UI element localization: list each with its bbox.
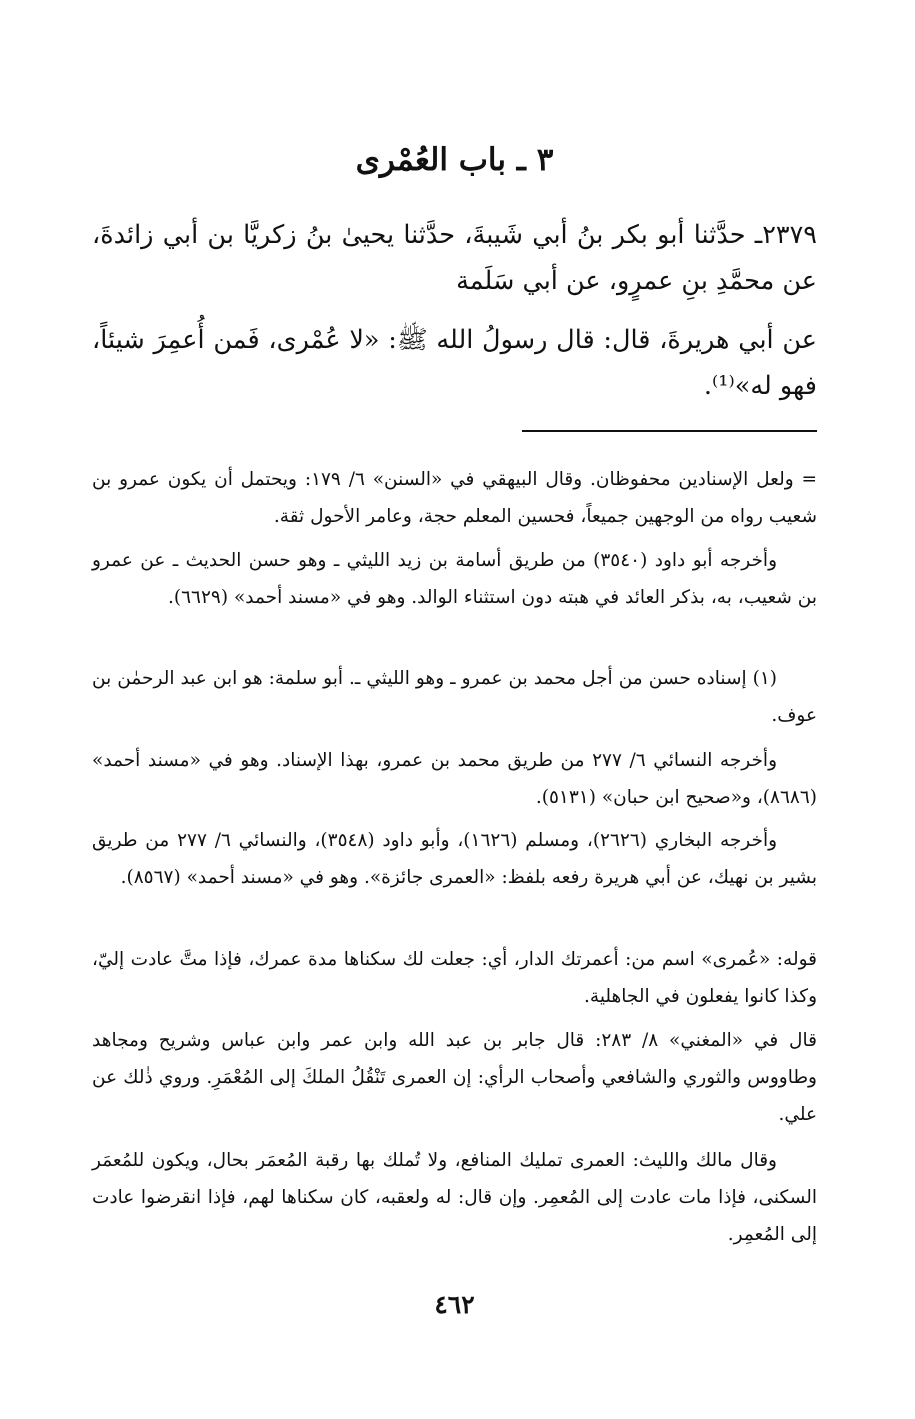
footnote-paragraph: وأخرجه النسائي ٦/ ٢٧٧ من طريق محمد بن عمرو، بهذا الإسناد. وهو في «مسند أحمد» (٨٦٨٦)، و«صحيح ابن حبان» (٥١٣١). [92,750,817,808]
book-page [92,0,817,1419]
footnote-separator [522,430,817,432]
footnote-continuation: = ولعل الإسنادين محفوظان. وقال البيهقي في «السنن» ٦/ ١٧٩: ويحتمل أن يكون عمرو بن شعيب رواه من الوجهين جميعاً، فحسين المعلم حجة، وعامر الأحول ثقة. [92,469,817,527]
footnote-paragraph: قوله: «عُمرى» اسم من: أعمرتك الدار، أي: جعلت لك سكناها مدة عمرك، فإذا متَّ عادت إليّ، وكذا كانوا يفعلون في الجاهلية. [92,949,817,1007]
page-number: ٤٦٢ [434,1290,475,1319]
footnote-1: (١) إسناده حسن من أجل محمد بن عمرو ـ وهو الليثي ـ. أبو سلمة: هو ابن عبد الرحمٰن بن عوف. [92,668,817,726]
footnote-paragraph: وأخرجه البخاري (٢٦٢٦)، ومسلم (١٦٢٦)، وأبو داود (٣٥٤٨)، والنسائي ٦/ ٢٧٧ من طريق بشير بن نهيك، عن أبي هريرة رفعه بلفظ: «العمرى جائزة». وهو في «مسند أحمد» (٨٥٦٧). [92,830,817,888]
footnote-paragraph: وأخرجه أبو داود (٣٥٤٠) من طريق أسامة بن زيد الليثي ـ وهو حسن الحديث ـ عن عمرو بن شعيب، به، بذكر العائد في هبته دون استثناء الوالد. وهو في «مسند أحمد» (٦٦٢٩). [92,550,817,608]
footnote-paragraph: وقال مالك والليث: العمرى تمليك المنافع، ولا تُملك بها رقبة المُعمَر بحال، ويكون للمُعمَر السكنى، فإذا مات عادت إلى المُعمِر. وإن قال: له ولعقبه، كان سكناها لهم، فإذا انقرضوا عادت إلى المُعمِر. [92,1150,817,1245]
chapter-title: ٣ ـ باب العُمْرى [355,142,554,178]
footnote-paragraph: قال في «المغني» ٨/ ٢٨٣: قال جابر بن عبد الله وابن عمر وابن عباس وشريح ومجاهد وطاووس والثوري والشافعي وأصحاب الرأي: إن العمرى تَنْقُلُ الملكَ إلى المُعْمَرِ. وروي ذٰلك عن علي. [92,1030,817,1125]
hadith-matn: عن أبي هريرةَ، قال: قال رسولُ الله ﷺ: «لا عُمْرى، فَمن أُعمِرَ شيئاً، فهو له»⁽¹⁾. [92,325,817,401]
hadith-isnad: ٢٣٧٩ـ حدَّثنا أبو بكر بنُ أبي شَيبةَ، حدَّثنا يحيىٰ بنُ زكريَّا بن أبي زائدةَ، عن محمَّدِ بنِ عمرٍو، عن أبي سَلَمة [92,220,817,296]
